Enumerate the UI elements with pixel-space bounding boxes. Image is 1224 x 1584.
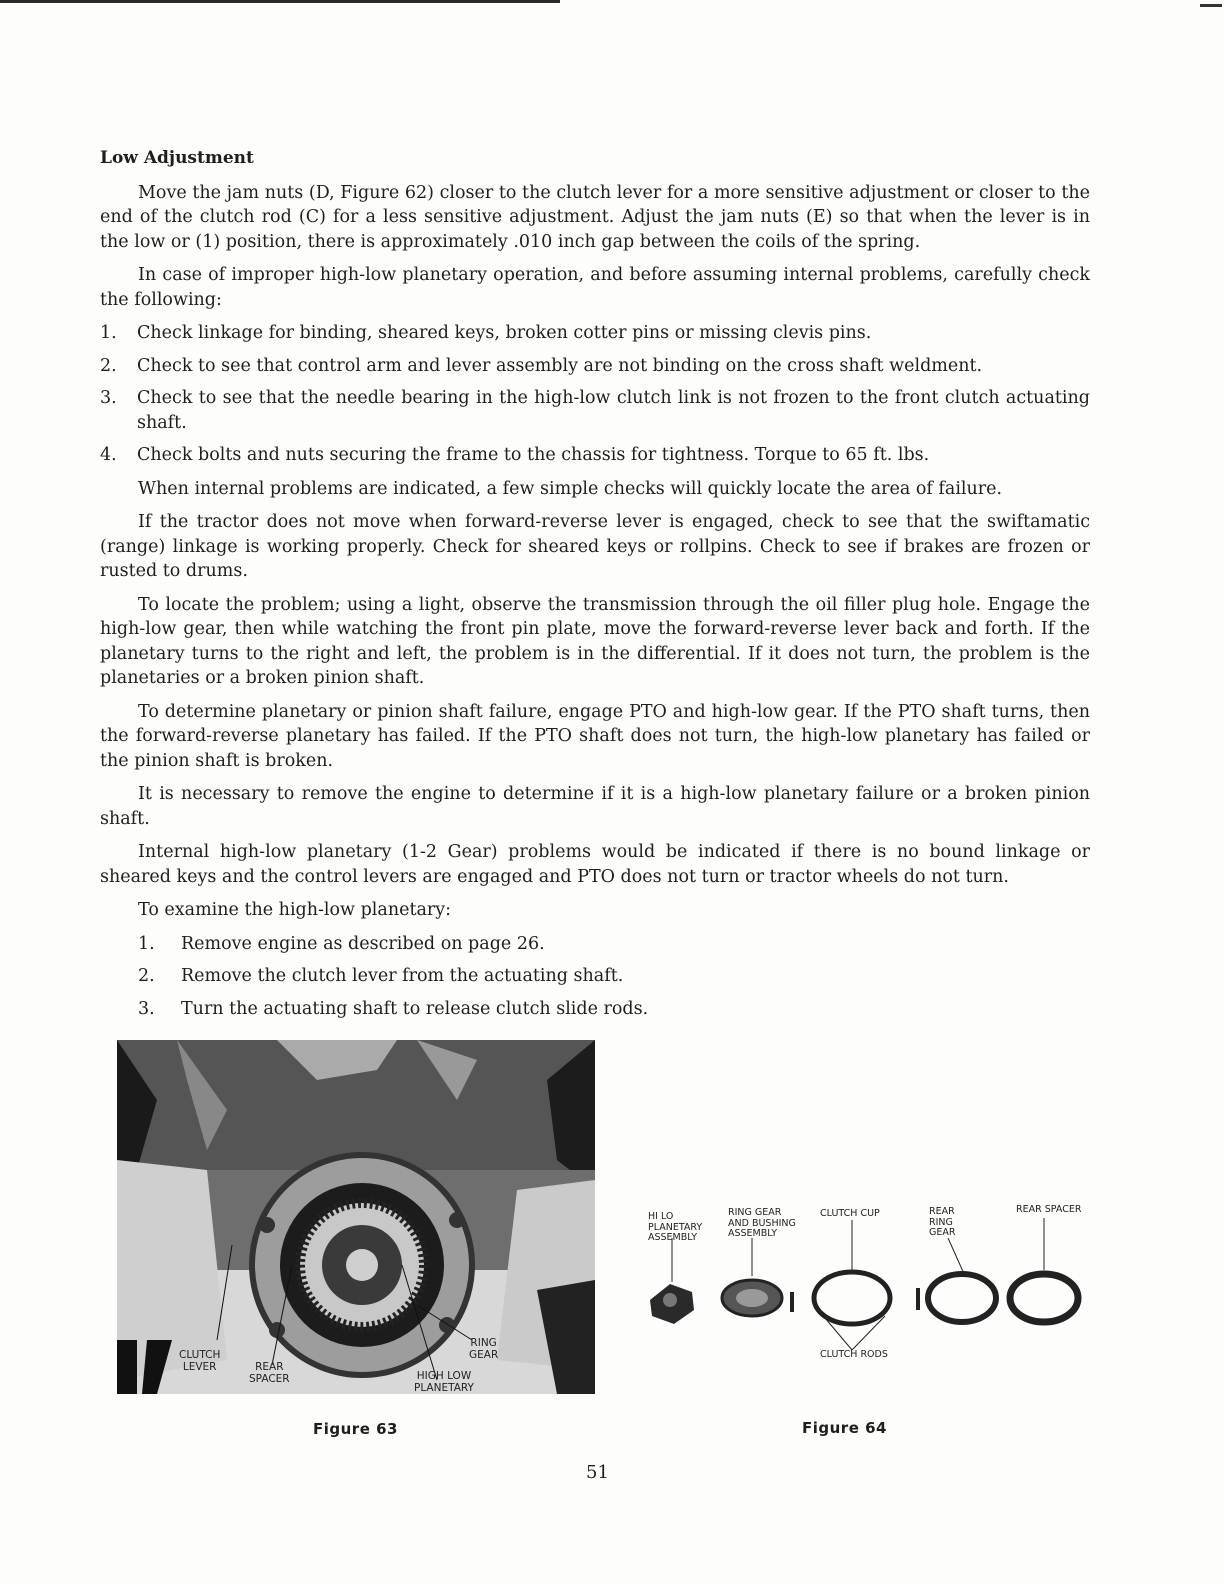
list-item	[138, 997, 1090, 1022]
paragraph: If the tractor does not move when forward-reverse lever is engaged, check to see that the swiftamatic (range) linkage is working properly. Check for sheared keys or rollpins. Check to see if brakes are frozen or rusted to drums.	[100, 512, 1090, 581]
list-number: 1.	[138, 933, 155, 954]
list-text: Remove engine as described on page 26.	[181, 933, 545, 954]
list-text: Check to see that control arm and lever assembly are not binding on the cross shaft weldment.	[137, 355, 983, 376]
list-number: 2.	[138, 966, 155, 986]
transmission-photo-drawing	[117, 1040, 595, 1394]
label-clutch-lever: CLUTCH LEVER	[179, 1349, 221, 1373]
figure-63-photo	[117, 1040, 595, 1394]
label-rear-spacer: REAR SPACER	[249, 1361, 290, 1385]
list-number: 2.	[100, 355, 117, 376]
paragraph: It is necessary to remove the engine to determine if it is a high-low planetary failure or a broken pinion shaft.	[100, 784, 1090, 829]
list-text: Remove the clutch lever from the actuating shaft.	[181, 966, 624, 986]
label-rear-spacer: REAR SPACER	[1016, 1204, 1082, 1215]
figure-64-caption: Figure 64	[802, 1419, 887, 1437]
list-item	[100, 386, 1090, 435]
list-text: Check to see that the needle bearing in the high-low clutch link is not frozen to the front clutch actuating shaft.	[137, 388, 1090, 433]
list-text: Turn the actuating shaft to release clutch slide rods.	[181, 998, 649, 1019]
section-title: Low Adjustment	[100, 148, 254, 168]
label-clutch-cup: CLUTCH CUP	[820, 1208, 880, 1219]
scan-edge-line	[0, 0, 560, 3]
label-clutch-rods: CLUTCH RODS	[820, 1349, 888, 1360]
list-item	[100, 443, 1090, 468]
list-text: Check bolts and nuts securing the frame to the chassis for tightness. Torque to 65 ft. lbs.	[137, 445, 930, 465]
list-number: 4.	[100, 445, 117, 465]
list-item	[100, 321, 1090, 346]
paragraph: When internal problems are indicated, a few simple checks will quickly locate the area of failure.	[138, 478, 1003, 499]
paragraph: To determine planetary or pinion shaft failure, engage PTO and high-low gear. If the PTO shaft turns, then the forward-reverse planetary has failed. If the PTO shaft does not turn, the high-low planetary has failed or the pinion shaft is broken.	[100, 701, 1090, 771]
step-list	[138, 932, 1090, 1022]
page-body	[100, 146, 1090, 1030]
paragraph: To locate the problem; using a light, observe the transmission through the oil filler plug hole. Engage the high-low gear, then while watching the front pin plate, move the forward-reverse lever back and forth. If the planetary turns to the right and left, the problem is in the differential. If it does not turn, the problem is the planetaries or a broken pinion shaft.	[100, 594, 1090, 688]
figure-63-caption: Figure 63	[313, 1420, 398, 1438]
list-number: 1.	[100, 323, 117, 343]
label-ring-gear: RING GEAR	[469, 1337, 499, 1361]
list-number: 3.	[138, 998, 155, 1019]
list-text: Check linkage for binding, sheared keys, broken cotter pins or missing clevis pins.	[137, 323, 872, 343]
label-rear-ring-gear: REAR RING GEAR	[929, 1206, 956, 1238]
list-number: 3.	[100, 388, 117, 408]
paragraph: In case of improper high-low planetary operation, and before assuming internal problems, carefully check the following:	[100, 265, 1090, 310]
paragraph: To examine the high-low planetary:	[138, 900, 452, 920]
list-item	[138, 932, 1090, 957]
check-list	[100, 321, 1090, 468]
paragraph: Internal high-low planetary (1-2 Gear) problems would be indicated if there is no bound linkage or sheared keys and the control levers are engaged and PTO does not turn or tractor wheels do not turn.	[100, 842, 1090, 887]
list-item	[138, 964, 1090, 989]
page-number: 51	[586, 1462, 609, 1483]
scan-corner-mark	[1200, 4, 1222, 7]
label-hi-lo-planetary: HI LO PLANETARY ASSEMBLY	[648, 1211, 703, 1243]
label-high-low-planetary: HIGH LOW PLANETARY	[414, 1370, 474, 1394]
figure-64-parts	[630, 1200, 1090, 1400]
list-item	[100, 354, 1090, 379]
label-ring-gear-bushing: RING GEAR AND BUSHING ASSEMBLY	[728, 1207, 796, 1239]
paragraph: Move the jam nuts (D, Figure 62) closer to the clutch lever for a more sensitive adjustment or closer to the end of the clutch rod (C) for a less sensitive adjustment. Adjust the jam nuts (E) so that when the lever is in the low or (1) position, there is approximately .010 inch gap between the coils of the spring.	[100, 182, 1090, 252]
